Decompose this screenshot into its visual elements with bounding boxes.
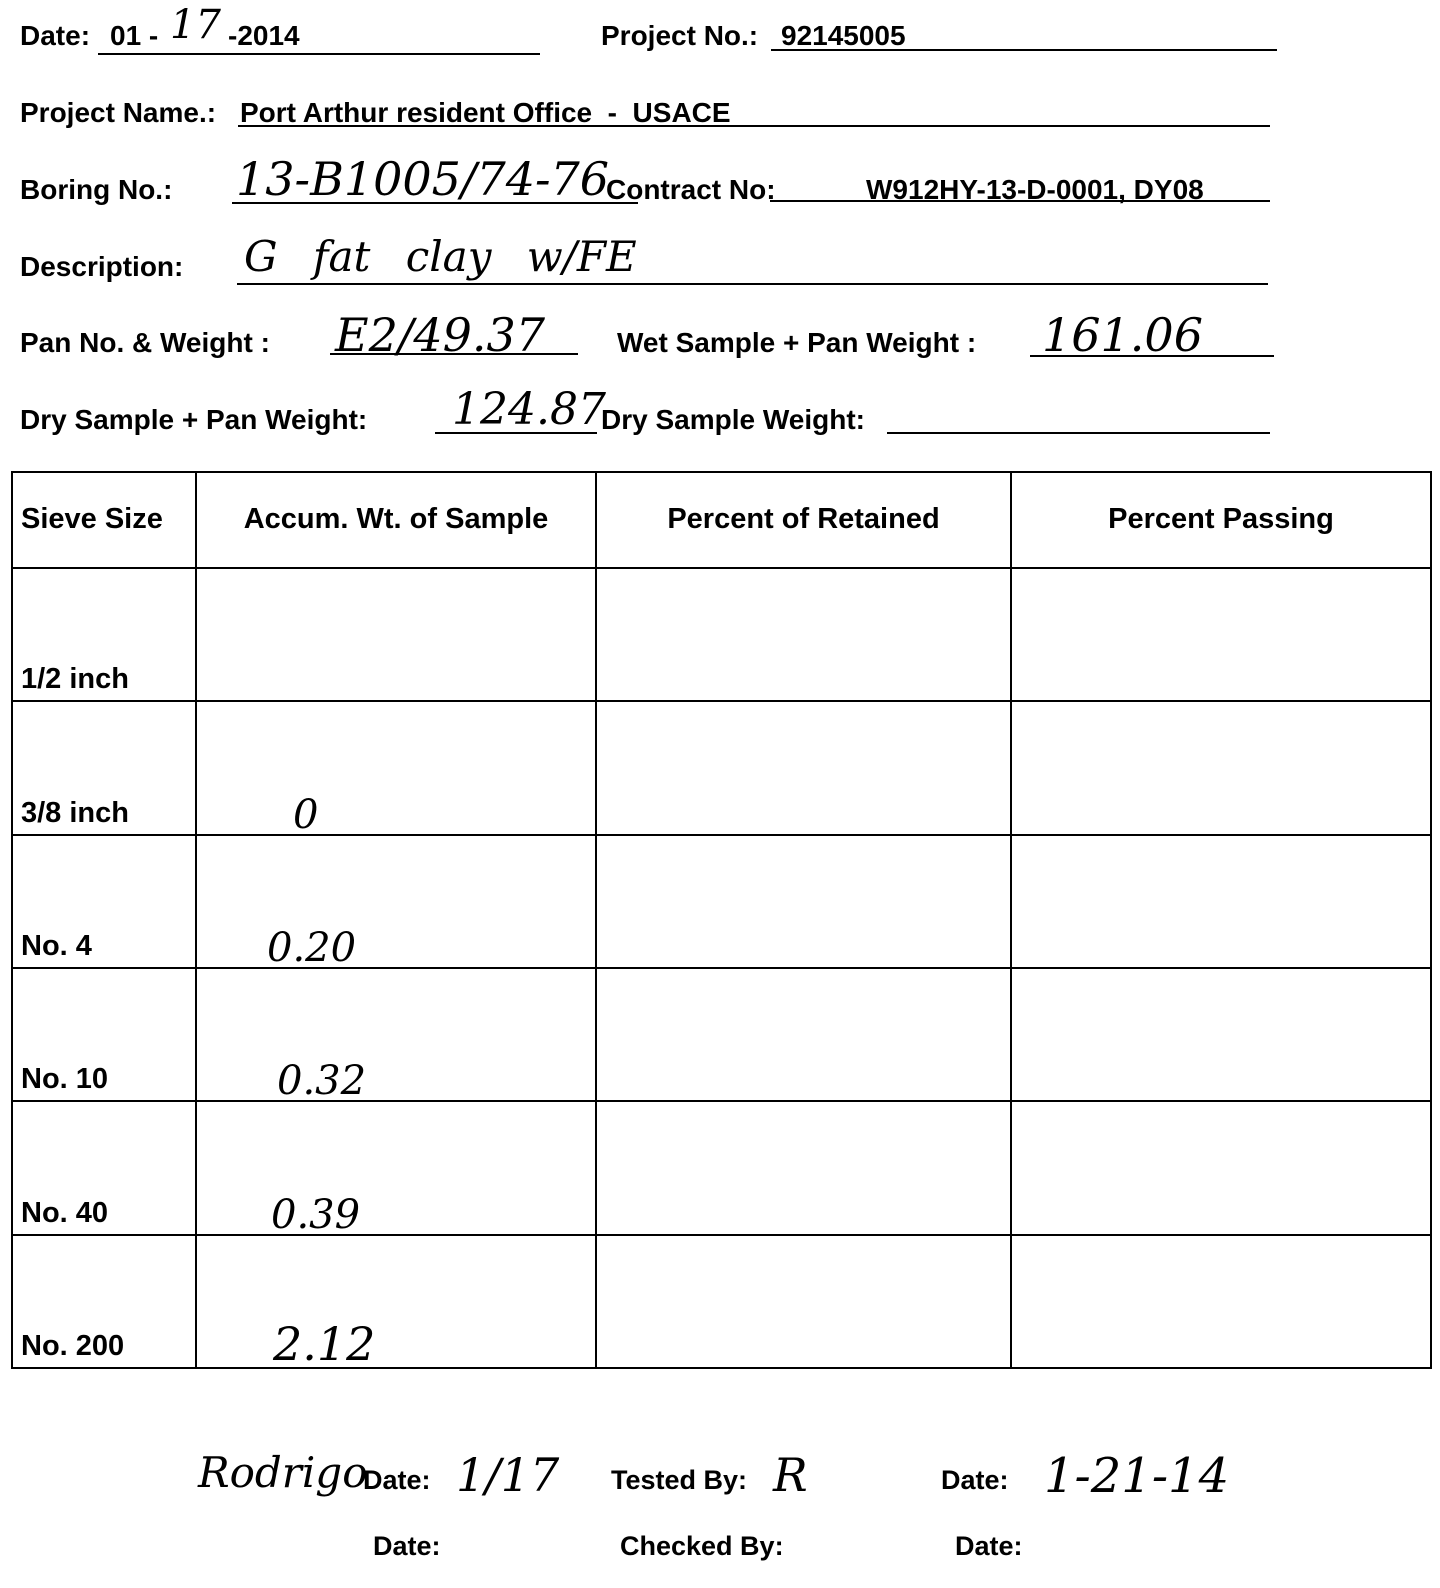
percent-retained-cell [596,968,1011,1101]
accum-wt-handwritten: 0.20 [267,924,357,971]
signature-rodrigo: Rodrigo [198,1448,368,1497]
footer-date-value-1: 1/17 [456,1448,560,1502]
tested-by-label: Tested By: [611,1465,748,1495]
accum-wt-handwritten: 0.39 [271,1191,361,1238]
boring-no-underline [232,202,638,204]
sieve-size-text: No. 200 [21,1330,125,1362]
sieve-size-text: No. 40 [21,1196,109,1229]
sieve-size-cell [12,701,196,834]
percent-passing-cell [1011,835,1431,968]
sieve-size-cell [12,1235,196,1368]
dry-pan-handwritten: 124.87 [452,384,606,435]
column-header-percent-retained: Percent of Retained [596,472,1011,568]
pan-value-handwritten: E2/49.37 [335,308,546,362]
dry-weight-label: Dry Sample Weight: [601,404,865,435]
contract-no-label: Contract No: [606,174,776,205]
percent-passing-cell [1011,568,1431,701]
sieve-size-cell [12,835,196,968]
sieve-size-cell [12,568,196,701]
tested-by-initial: R [773,1448,808,1502]
project-no-underline [771,49,1277,51]
column-header-percent-passing: Percent Passing [1011,472,1431,568]
footer-date-label-4: Date: [955,1531,1023,1561]
accum-wt-handwritten: 2.12 [273,1317,376,1371]
footer-date-label-2: Date: [941,1465,1009,1495]
accum-wt-cell [196,1235,596,1371]
table-row [12,835,1431,968]
checked-by-label: Checked By: [620,1531,784,1561]
wet-sample-label: Wet Sample + Pan Weight : [617,327,977,358]
pan-underline [330,353,578,355]
column-header-accum-wt: Accum. Wt. of Sample [196,472,596,568]
date-day-handwritten: 17 [170,2,221,48]
table-row [12,968,1431,1101]
footer-date-label-3: Date: [373,1531,441,1561]
sieve-table [11,471,1432,1369]
accum-wt-cell [196,568,596,701]
sieve-size-text: No. 4 [21,929,92,962]
date-underline [98,53,540,55]
table-row [12,1235,1431,1368]
description-handwritten: G fat clay w/FE [244,232,637,281]
percent-retained-cell [596,1101,1011,1234]
table-row [12,1101,1431,1234]
date-label: Date: [20,20,91,51]
dry-pan-label: Dry Sample + Pan Weight: [20,404,368,435]
boring-no-label: Boring No.: [20,174,173,205]
accum-wt-handwritten: 0 [293,791,319,838]
accum-wt-cell [196,835,596,971]
column-header-sieve-size: Sieve Size [12,472,196,568]
project-name-underline [238,125,1270,127]
contract-no-underline [770,200,1270,202]
project-name-label: Project Name.: [20,97,217,128]
contract-no-value: W912HY-13-D-0001, DY08 [866,174,1204,205]
table-row [12,701,1431,834]
percent-retained-cell [596,568,1011,701]
percent-passing-cell [1011,968,1431,1101]
dry-weight-underline [887,432,1270,434]
date-suffix: -2014 [228,20,300,51]
footer-date-value-2: 1-21-14 [1044,1448,1230,1504]
sieve-size-cell [12,1101,196,1234]
date-prefix: 01 - [110,20,159,51]
accum-wt-cell [196,968,596,1105]
wet-sample-underline [1030,355,1274,357]
description-underline [237,283,1268,285]
accum-wt-cell [196,701,596,838]
sieve-size-cell [12,968,196,1101]
footer-date-label-1: Date: [363,1465,431,1495]
sieve-size-text: No. 10 [21,1063,109,1096]
table-header-row [12,472,1431,568]
accum-wt-cell [196,1101,596,1238]
project-no-value: 92145005 [781,20,906,51]
pan-label: Pan No. & Weight : [20,327,270,358]
table-row [12,568,1431,701]
percent-retained-cell [596,701,1011,834]
percent-passing-cell [1011,1101,1431,1234]
accum-wt-handwritten: 0.32 [277,1058,367,1105]
percent-retained-cell [596,1235,1011,1368]
percent-passing-cell [1011,1235,1431,1368]
dry-pan-underline [435,432,597,434]
percent-passing-cell [1011,701,1431,834]
sieve-size-text: 1/2 inch [21,663,129,696]
percent-retained-cell [596,835,1011,968]
wet-sample-handwritten: 161.06 [1042,308,1203,362]
project-name-value: Port Arthur resident Office - USACE [240,97,731,128]
description-label: Description: [20,251,184,282]
boring-no-handwritten: 13-B1005/74-76 [236,152,610,206]
sieve-size-text: 3/8 inch [21,796,129,829]
project-no-label: Project No.: [601,20,759,51]
